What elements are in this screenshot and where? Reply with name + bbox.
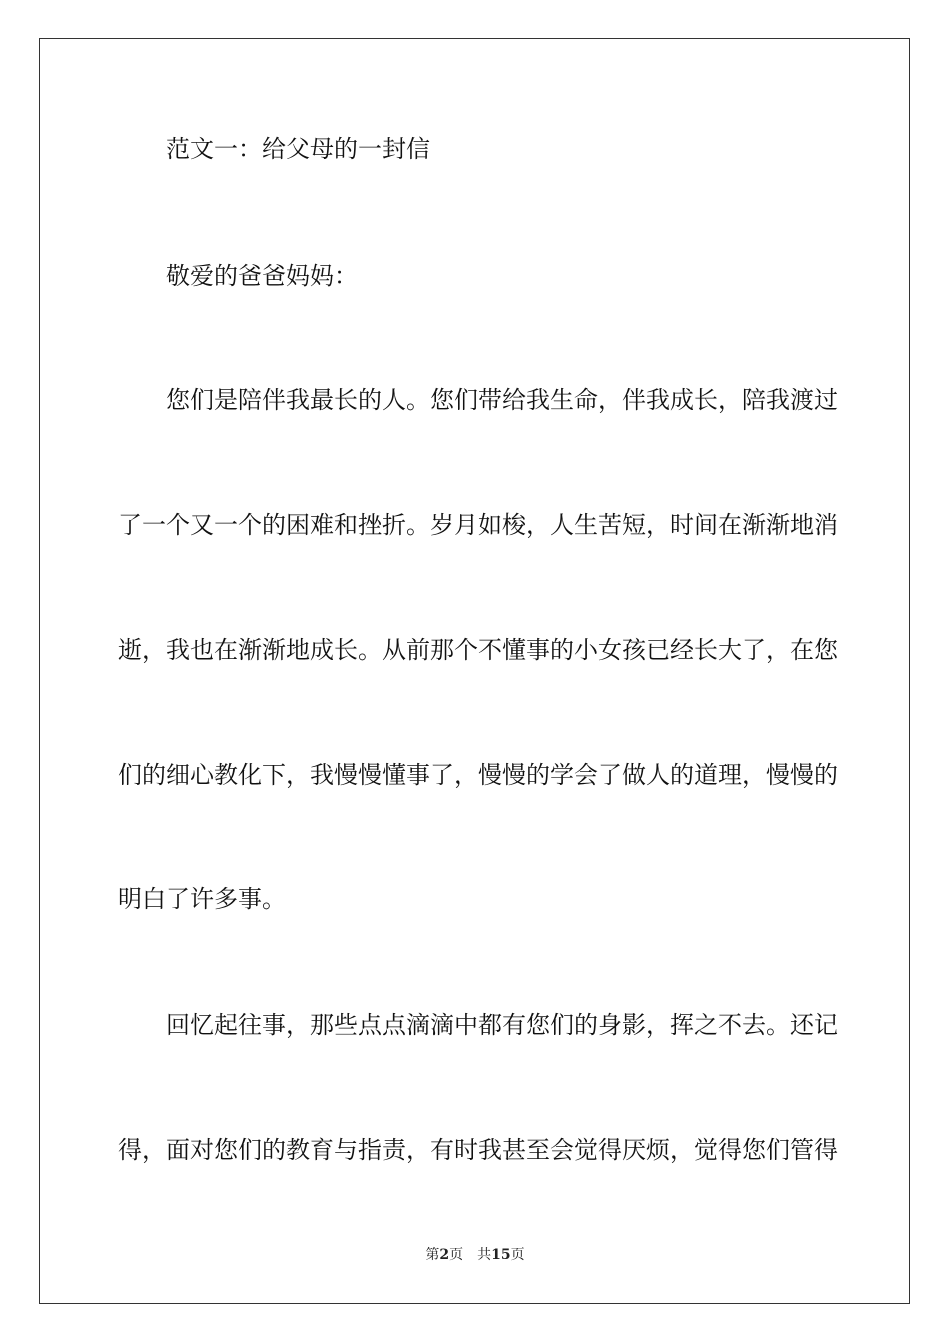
paragraph-line: 回忆起往事，那些点点滴滴中都有您们的身影，挥之不去。还记 <box>166 1011 838 1039</box>
footer-page-suffix: 页 <box>449 1247 464 1263</box>
paragraph-line: 了一个又一个的困难和挫折。岁月如梭，人生苦短，时间在渐渐地消 <box>118 511 838 539</box>
footer-total-suffix: 页 <box>510 1247 525 1263</box>
page-border <box>39 38 910 1304</box>
paragraph-line: 们的细心教化下，我慢慢懂事了，慢慢的学会了做人的道理，慢慢的 <box>118 761 838 789</box>
footer-page-total: 15 <box>491 1247 511 1263</box>
footer-page-prefix: 第 <box>425 1247 440 1263</box>
footer-page-current: 2 <box>439 1247 450 1263</box>
page-footer <box>0 1246 950 1264</box>
paragraph-line: 明白了许多事。 <box>118 885 286 913</box>
document-heading: 范文一：给父母的一封信 <box>166 135 430 163</box>
paragraph-line: 逝，我也在渐渐地成长。从前那个不懂事的小女孩已经长大了，在您 <box>118 636 838 664</box>
salutation: 敬爱的爸爸妈妈： <box>166 262 358 290</box>
paragraph-line: 得，面对您们的教育与指责，有时我甚至会觉得厌烦，觉得您们管得 <box>118 1136 838 1164</box>
paragraph-line: 您们是陪伴我最长的人。您们带给我生命，伴我成长，陪我渡过 <box>166 386 838 414</box>
footer-total-prefix: 共 <box>477 1247 492 1263</box>
